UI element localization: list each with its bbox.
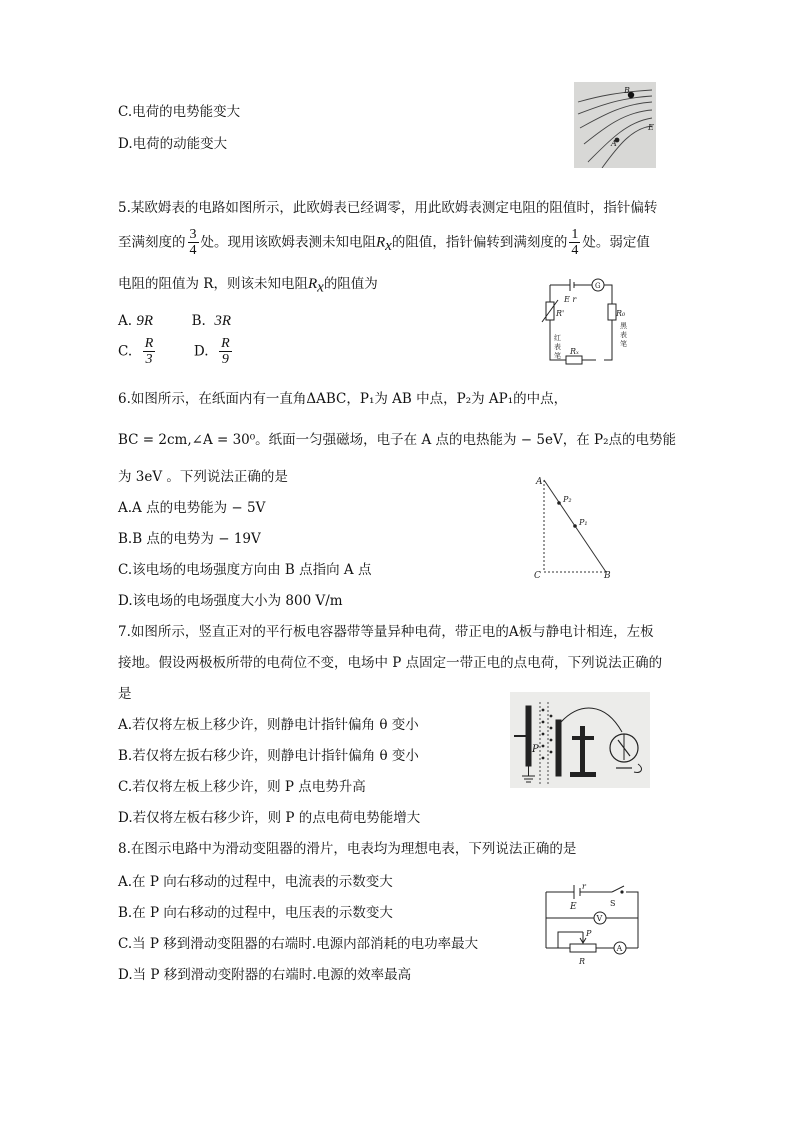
numerator: R <box>144 336 154 351</box>
q5-text: 处。弱定值 <box>582 234 650 251</box>
q4-label-a: A <box>611 139 617 148</box>
q5-text: 处。现用该欧姆表测未知电阻 <box>200 234 376 251</box>
q6-option-b: B.B 点的电势为 − 19V <box>118 531 261 547</box>
q5-text: 的阻值，指针偏转到满刻度的 <box>391 234 568 251</box>
q5-label-black-probe: 黑表笔 <box>620 322 627 348</box>
q5-subscript: x <box>317 279 324 296</box>
q6-stem-line3: 为 3eV 。下列说法正确的是 <box>118 469 288 485</box>
q4-field-lines-figure <box>574 82 656 168</box>
q6-stem-line1: 6.如图所示，在纸面内有一直角ΔABC，P₁为 AB 中点，P₂为 AP₁的中点， <box>118 391 568 407</box>
denominator: 4 <box>571 243 579 259</box>
q5-option-c-label: C. <box>118 343 133 360</box>
q8-option-a: A.在 P 向右移动的过程中，电流表的示数变大 <box>118 874 393 890</box>
q4-label-b: B <box>624 86 630 95</box>
q8-circuit-figure <box>534 880 644 966</box>
q6-option-d: D.该电场的电场强度大小为 800 V/m <box>118 593 343 609</box>
q5-text: 的阻值为 <box>323 276 378 292</box>
q5-label-r0: R₀ <box>616 309 626 318</box>
q6-label-p1: P₁ <box>579 518 588 527</box>
denominator: 4 <box>189 243 197 259</box>
q6-label-p2: P₂ <box>563 495 572 504</box>
q8-option-b: B.在 P 向右移动的过程中，电压表的示数变大 <box>118 905 393 921</box>
q4-option-c: C.电荷的电势能变大 <box>118 104 241 120</box>
q8-label-s: S <box>610 899 616 908</box>
q7-option-b: B.若仅将左扳右移少许，则静电计指针偏角 θ 变小 <box>118 748 419 764</box>
q5-text: 至满刻度的 <box>118 234 186 251</box>
q5-stem-line2 <box>118 227 650 259</box>
q5-option-a-label: A. <box>118 313 133 329</box>
q5-fraction-3-4 <box>188 227 199 259</box>
q5-fraction-1-4 <box>569 227 580 259</box>
q5-option-d-fraction <box>219 336 232 368</box>
q5-option-b-value: 3R <box>214 313 232 329</box>
q7-capacitor-electrometer-figure <box>510 692 650 788</box>
q5-option-c-fraction <box>143 336 156 368</box>
q8-stem-line1: 8.在图示电路中为滑动变阻器的滑片，电表均为理想电表，下列说法正确的是 <box>118 841 577 857</box>
numerator: 1 <box>571 227 579 242</box>
q6-label-b: B <box>604 571 611 580</box>
q8-label-r: R <box>579 957 586 966</box>
q5-variable: R <box>307 276 318 292</box>
q5-options-cd <box>118 336 234 368</box>
q5-stem-line1: 5.某欧姆表的电路如图所示，此欧姆表已经调零，用此欧姆表测定电阻的阻值时，指针偏转 <box>118 200 658 216</box>
q7-label-p: P <box>532 744 539 755</box>
q6-label-c: C <box>534 571 541 580</box>
q6-label-a: A <box>536 477 543 487</box>
q8-label-p: P <box>586 929 592 938</box>
q5-subscript: x <box>385 238 392 255</box>
q4-option-d: D.电荷的动能变大 <box>118 136 228 152</box>
q5-ohmmeter-circuit-figure <box>540 272 640 370</box>
q7-stem-line2: 接地。假设两极板所带的电荷位不变，电场中 P 点固定一带正电的点电荷，下列说法正确的 <box>118 655 663 671</box>
q5-label-rx: Rₓ <box>570 347 579 356</box>
q7-stem-line1: 7.如图所示，竖直正对的平行板电容器带等量异种电荷，带正电的A板与静电计相连，左板 <box>118 624 654 640</box>
numerator: 3 <box>189 227 197 242</box>
q7-option-c: C.若仅将左板上移少许，则 P 点电势升高 <box>118 779 366 795</box>
q5-label-red-probe: 红表笔 <box>554 334 561 360</box>
q6-option-a: A.A 点的电势能为 − 5V <box>118 500 266 516</box>
q5-variable: R <box>376 234 386 251</box>
q8-voltmeter-label: V <box>596 914 603 923</box>
q5-label-source: E r <box>564 295 577 304</box>
numerator: R <box>221 336 230 351</box>
denominator: 9 <box>221 352 229 368</box>
q7-option-d: D.若仅将左板右移少许，则 P 的点电荷电势能增大 <box>118 810 421 826</box>
q5-label-rprime: R' <box>556 309 565 318</box>
q8-label-e: E <box>570 902 577 912</box>
denominator: 3 <box>145 352 153 368</box>
q5-option-a-value: 9R <box>136 313 154 329</box>
q5-option-b-label: B. <box>191 313 206 329</box>
q8-ammeter-label: A <box>616 944 623 953</box>
q5-stem-line3 <box>118 275 378 297</box>
q5-option-d-label: D. <box>193 343 209 360</box>
q7-stem-line3: 是 <box>118 686 132 702</box>
q8-label-r-internal: r <box>582 882 586 891</box>
q8-option-c: C.当 P 移到滑动变阻器的右端时.电源内部消耗的电功率最大 <box>118 936 479 952</box>
q8-option-d: D.当 P 移到滑动变附器的右端时.电源的效率最高 <box>118 967 412 983</box>
q6-stem-line2: BC = 2cm,∠A = 30⁰。纸面一匀强磁场，电子在 A 点的电热能为 − 5eV，在 P₂点的电势能 <box>118 432 677 448</box>
q5-label-galvanometer: G <box>595 282 601 290</box>
q6-option-c: C.该电场的电场强度方向由 B 点指向 A 点 <box>118 562 372 578</box>
q7-option-a: A.若仅将左板上移少许，则静电计指针偏角 θ 变小 <box>118 717 419 733</box>
q4-label-e: E <box>648 123 654 132</box>
q6-triangle-figure <box>530 472 620 580</box>
q5-options-ab <box>118 312 231 330</box>
q5-text: 电阻的阻值为 R，则该未知电阻 <box>118 276 308 292</box>
